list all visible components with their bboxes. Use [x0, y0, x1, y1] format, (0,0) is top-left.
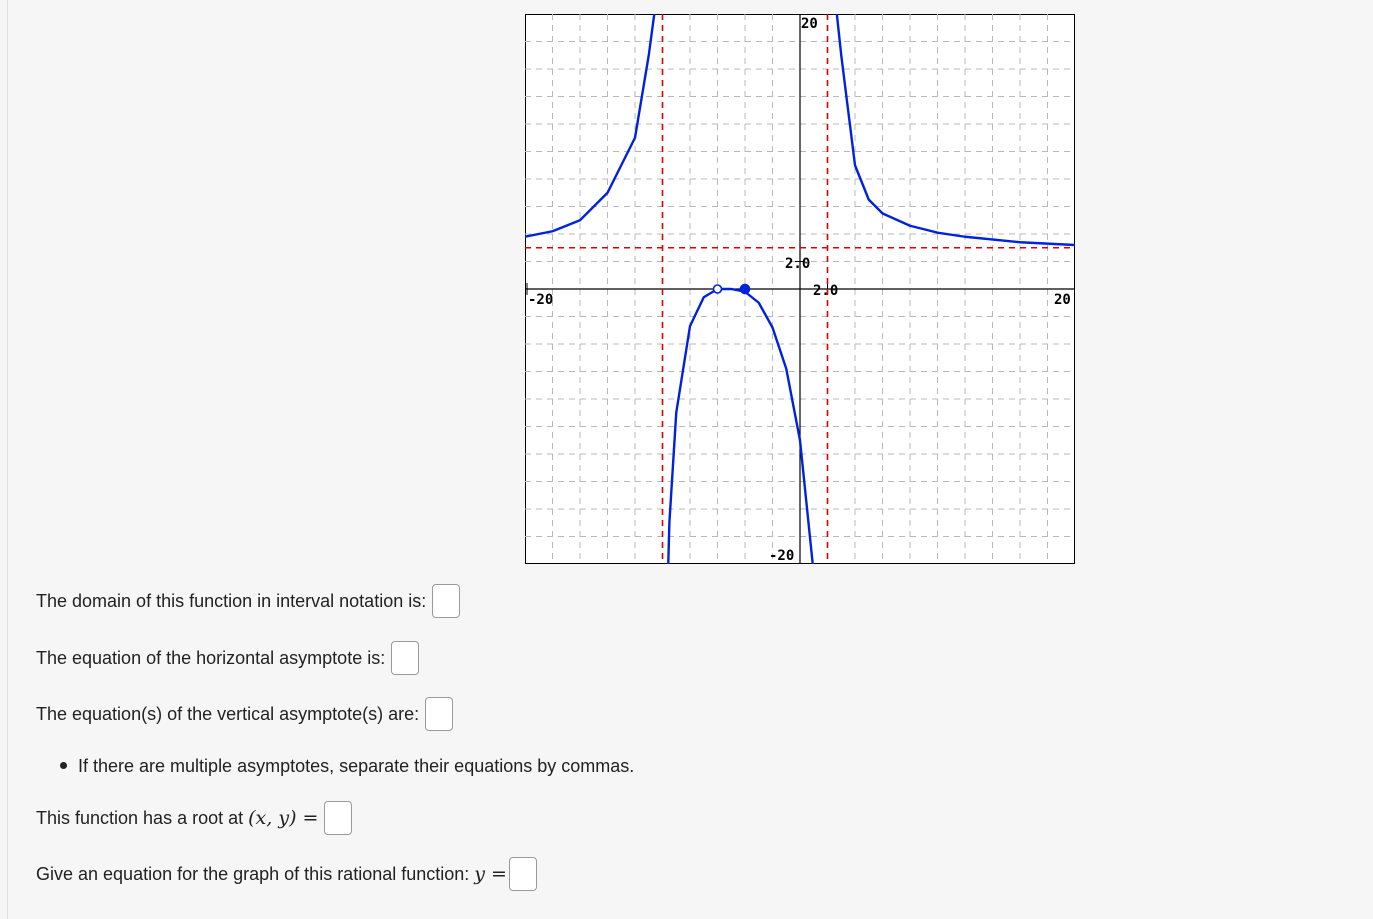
horizontal-asymptote-input[interactable] — [391, 641, 419, 675]
y-tick-label: 2.0 — [785, 256, 811, 272]
horizontal-asymptote-text: The equation of the horizontal asymptote is: — [36, 648, 386, 668]
horizontal-asymptote-question — [36, 641, 419, 675]
vertical-asymptote-input[interactable] — [425, 697, 453, 731]
root-math: (x, y) = — [248, 807, 319, 829]
x-max-label: 20 — [1054, 292, 1071, 308]
equation-question — [36, 857, 537, 891]
asymptote-hint — [60, 755, 634, 777]
root-answer-input[interactable] — [324, 801, 352, 835]
graph-svg — [525, 14, 1075, 564]
y-min-label: -20 — [769, 548, 795, 564]
vertical-asymptote-question — [36, 697, 453, 731]
domain-question — [36, 584, 460, 618]
x-min-label: -20 — [528, 292, 554, 308]
equation-math: y = — [474, 863, 507, 885]
hole-point — [714, 285, 722, 293]
asymptote-hint-text: If there are multiple asymptotes, separate their equations by commas. — [78, 756, 635, 776]
y-max-label: 20 — [801, 16, 818, 32]
root-point — [741, 285, 750, 294]
root-question — [36, 801, 352, 835]
equation-answer-input[interactable] — [509, 857, 537, 891]
left-divider — [7, 0, 8, 919]
equation-question-text: Give an equation for the graph of this rational function: — [36, 864, 470, 884]
domain-question-text: The domain of this function in interval notation is: — [36, 591, 427, 611]
x-tick-label: 2.0 — [813, 283, 839, 299]
bullet-dot — [60, 762, 67, 769]
vertical-asymptote-text: The equation(s) of the vertical asymptote(s) are: — [36, 704, 420, 724]
domain-answer-input[interactable] — [432, 584, 460, 618]
root-question-text: This function has a root at — [36, 808, 244, 828]
function-graph — [525, 14, 1075, 564]
